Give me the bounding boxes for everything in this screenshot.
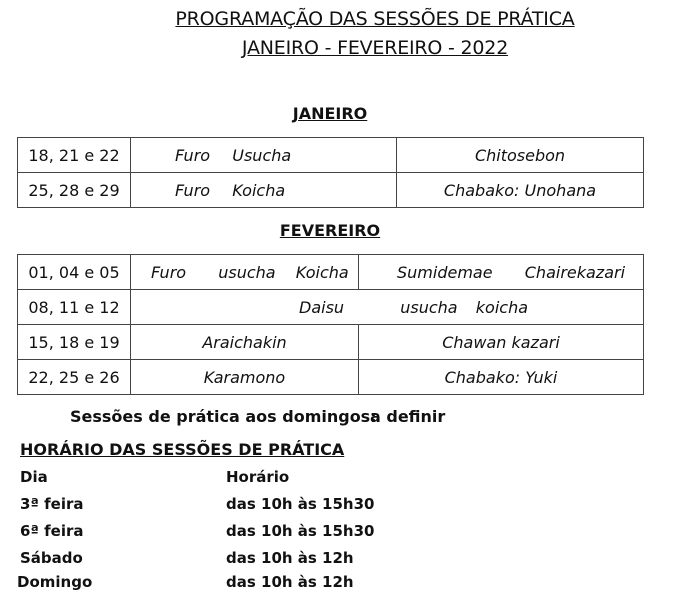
page-title-line2: JANEIRO - FEVEREIRO - 2022: [241, 37, 509, 59]
horario-day: 6ª feira: [20, 522, 84, 540]
horario-day: Domingo: [17, 573, 93, 591]
horario-header-day: Dia: [20, 468, 48, 486]
date-cell: 15, 18 e 19: [18, 325, 131, 360]
table-row: [18, 290, 644, 325]
practice-koicha: Koicha: [295, 262, 349, 282]
practice-cell: Karamono: [131, 360, 359, 395]
date-cell: 18, 21 e 22: [18, 138, 131, 173]
practice-chairekazari: Chairekazari: [524, 262, 626, 282]
date-cell: 22, 25 e 26: [18, 360, 131, 395]
horario-time: das 10h às 12h: [226, 549, 354, 567]
horario-time: das 10h às 12h: [226, 573, 354, 591]
horario-title: HORÁRIO DAS SESSÕES DE PRÁTICA: [20, 440, 345, 459]
horario-header-time: Horário: [226, 468, 290, 486]
practice-cell-right: Chabako: Unohana: [397, 173, 644, 208]
practice-sumidemae: Sumidemae: [397, 262, 493, 282]
janeiro-heading: JANEIRO: [292, 104, 368, 123]
date-cell: 08, 11 e 12: [18, 290, 131, 325]
practice-usucha: usucha: [400, 297, 458, 317]
fevereiro-heading: FEVEREIRO: [279, 221, 381, 240]
practice-cell-right: Chawan kazari: [359, 325, 644, 360]
janeiro-table: [17, 137, 644, 208]
practice-cell: [131, 255, 359, 290]
date-cell: 25, 28 e 29: [18, 173, 131, 208]
practice-furo: Furo: [151, 262, 187, 282]
page-title-line1: PROGRAMAÇÃO DAS SESSÕES DE PRÁTICA: [175, 8, 575, 30]
practice-cell: [131, 173, 397, 208]
practice-furo: Furo: [175, 180, 211, 200]
table-row: [18, 360, 644, 395]
practice-usucha: usucha: [218, 262, 276, 282]
horario-time: das 10h às 15h30: [226, 495, 375, 513]
horario-day: Sábado: [20, 549, 83, 567]
sundays-label: Sessões de prática aos domingos:: [70, 407, 377, 426]
practice-cell-right: Chitosebon: [397, 138, 644, 173]
practice-koicha: koicha: [475, 297, 529, 317]
table-row: [18, 173, 644, 208]
practice-cell-right: Chabako: Yuki: [359, 360, 644, 395]
practice-koicha: Koicha: [232, 180, 286, 200]
date-cell: 01, 04 e 05: [18, 255, 131, 290]
practice-usucha: Usucha: [232, 145, 292, 165]
fevereiro-table: [17, 254, 644, 395]
practice-daisu: Daisu: [299, 297, 345, 317]
table-row: [18, 255, 644, 290]
practice-furo: Furo: [175, 145, 211, 165]
horario-day: 3ª feira: [20, 495, 84, 513]
practice-cell: Araichakin: [131, 325, 359, 360]
practice-cell-merged: [131, 290, 644, 325]
table-row: [18, 138, 644, 173]
practice-cell-right: [359, 255, 644, 290]
sundays-value: a definir: [370, 407, 446, 426]
horario-time: das 10h às 15h30: [226, 522, 375, 540]
practice-cell: [131, 138, 397, 173]
table-row: [18, 325, 644, 360]
